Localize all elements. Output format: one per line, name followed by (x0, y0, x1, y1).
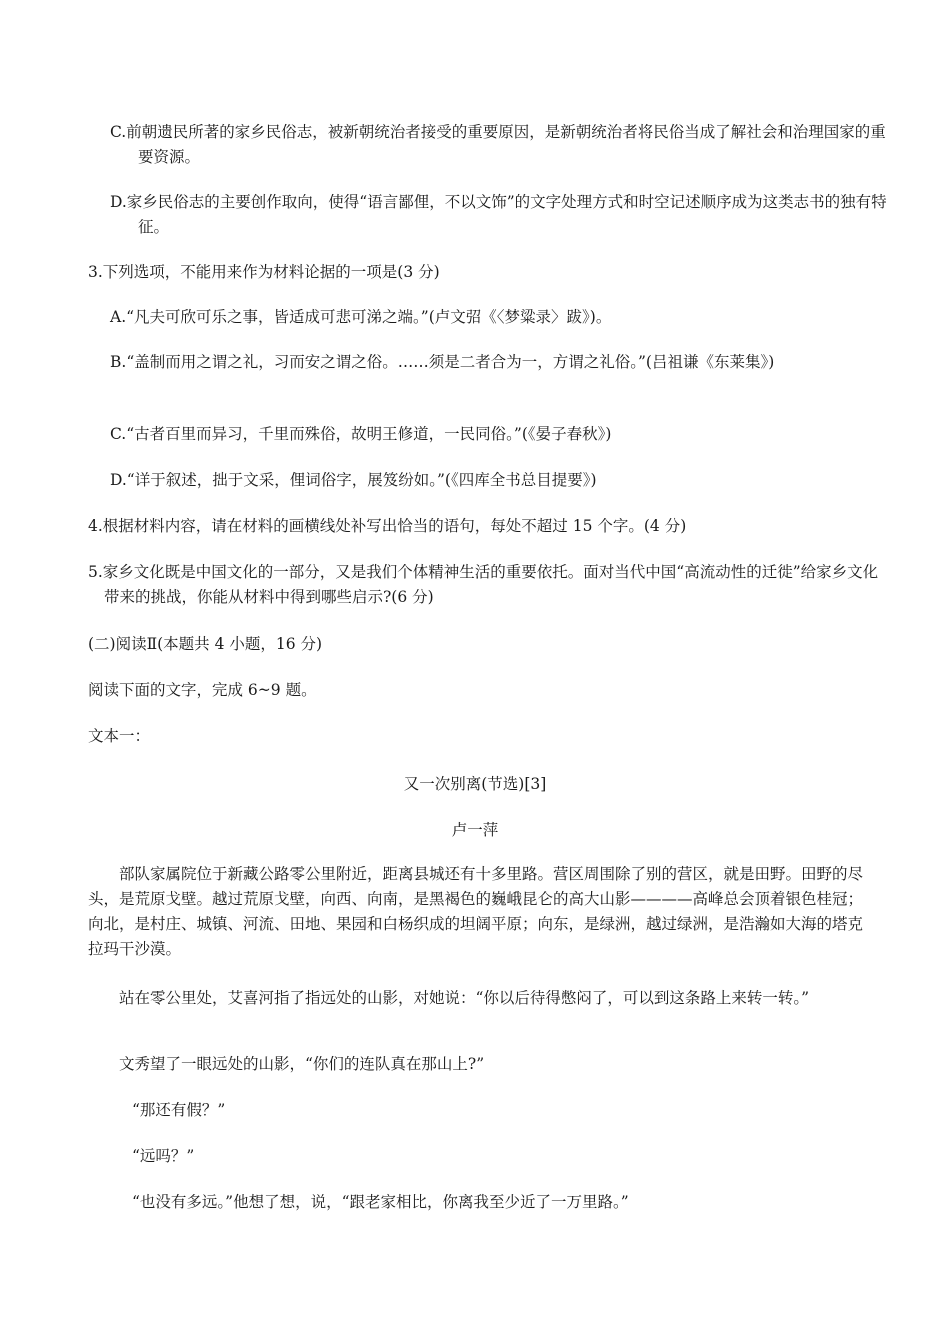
option-2d: D.家乡民俗志的主要创作取向，使得“语言鄙俚，不以文饰”的文字处理方式和时空记述顺序成为这类志书的独有特征。 (110, 193, 887, 236)
question-4: 4.根据材料内容，请在材料的画横线处补写出恰当的语句，每处不超过 15 个字。(4 分) (88, 517, 687, 535)
paragraph-6: “也没有多远。”他想了想，说，“跟老家相比，你离我至少近了一万里路。” (132, 1193, 629, 1211)
option-3a: A.“凡夫可欣可乐之事，皆适成可悲可涕之端。”(卢文弨《〈梦粱录〉跋》)。 (110, 308, 612, 326)
story-title: 又一次别离(节选)[3] (403, 775, 547, 793)
option-3d: D.“详于叙述，拙于文采，俚词俗字，展笈纷如。”(《四库全书总目提要》) (110, 471, 597, 489)
story-author: 卢一萍 (451, 821, 499, 839)
question-5: 5.家乡文化既是中国文化的一部分，又是我们个体精神生活的重要依托。面对当代中国“高流动性的迁徙”给家乡文化带来的挑战，你能从材料中得到哪些启示?(6 分) (88, 563, 879, 606)
text-label: 文本一： (88, 727, 151, 745)
option-2c: C.前朝遗民所著的家乡民俗志，被新朝统治者接受的重要原因，是新朝统治者将民俗当成了解社会和治理国家的重要资源。 (110, 123, 886, 166)
paragraph-1: 部队家属院位于新藏公路零公里附近，距离县城还有十多里路。营区周围除了别的营区，就是田野。田野的尽头，是荒原戈壁。越过荒原戈壁，向西、向南，是黑褐色的巍峨昆仑的高大山影————高峰总会顶着银色桂冠；向北，是村庄、城镇、河流、田地、果园和白杨织成的坦阔平原；向东，是绿洲，越过绿洲，是浩瀚如大海的塔克拉玛干沙漠。 (88, 865, 864, 958)
paragraph-2: 站在零公里处，艾喜河指了指远处的山影，对她说：“你以后待得憋闷了，可以到这条路上来转一转。” (119, 989, 810, 1007)
paragraph-4: “那还有假？” (132, 1101, 226, 1119)
paragraph-3: 文秀望了一眼远处的山影，“你们的连队真在那山上?” (119, 1055, 485, 1073)
paragraph-5: “远吗？” (132, 1147, 195, 1165)
question-3-stem: 3.下列选项，不能用来作为材料论据的一项是(3 分) (88, 263, 440, 281)
reading-instruction: 阅读下面的文字，完成 6~9 题。 (88, 681, 317, 699)
option-3b: B.“盖制而用之谓之礼，习而安之谓之俗。……须是二者合为一，方谓之礼俗。”(吕祖谦《东莱集》) (110, 353, 775, 371)
section-heading: (二)阅读Ⅱ(本题共 4 小题，16 分) (88, 635, 323, 653)
option-3c: C.“古者百里而异习，千里而殊俗，故明王修道，一民同俗。”(《晏子春秋》) (110, 425, 612, 443)
